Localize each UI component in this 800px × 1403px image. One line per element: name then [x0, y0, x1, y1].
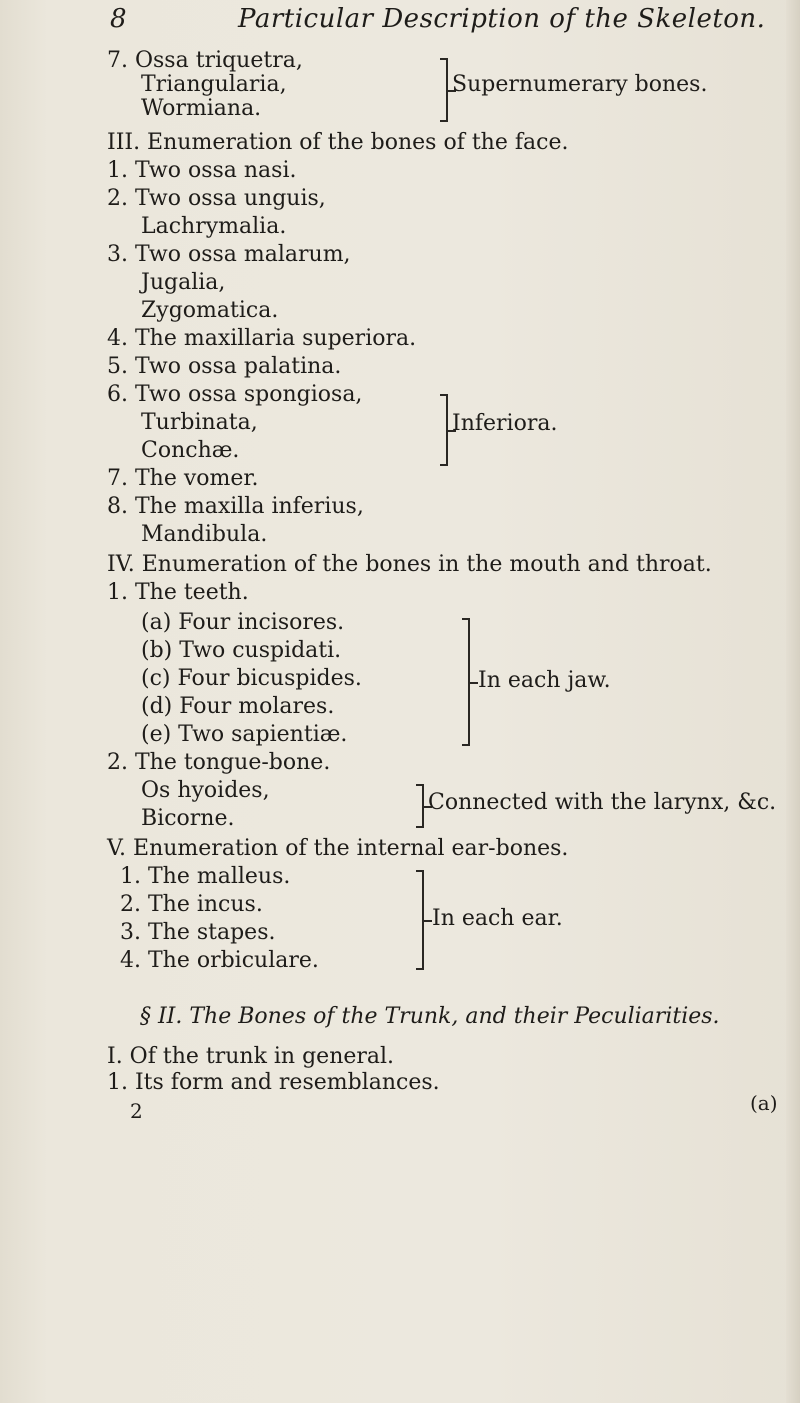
text-line: 7. The vomer.	[107, 466, 259, 491]
section-heading: V. Enumeration of the internal ear-bones.	[107, 836, 569, 861]
page-number: 8	[110, 4, 128, 34]
brace-label: Inferiora.	[452, 411, 558, 436]
section-heading: III. Enumeration of the bones of the face.	[107, 130, 569, 155]
brace	[440, 58, 448, 122]
text-line: 8. The maxilla inferius,	[107, 494, 364, 519]
text-line: Jugalia,	[141, 270, 226, 295]
text-line: 6. Two ossa spongiosa,	[107, 382, 363, 407]
text-line: Bicorne.	[141, 806, 235, 831]
catchword: (a)	[750, 1091, 778, 1115]
text-line: 1. Its form and resemblances.	[107, 1070, 440, 1095]
brace	[440, 394, 448, 466]
text-line: 7. Ossa triquetra,	[107, 48, 303, 73]
text-line: Triangularia,	[141, 72, 287, 97]
text-line: Lachrymalia.	[141, 214, 287, 239]
brace	[416, 784, 424, 828]
running-title: Particular Description of the Skeleton.	[238, 4, 766, 34]
brace-label: Supernumerary bones.	[452, 72, 708, 97]
text-line: 2. Two ossa unguis,	[107, 186, 326, 211]
text-line: 2. The incus.	[120, 892, 263, 917]
text-line: Zygomatica.	[141, 298, 279, 323]
text-line: Wormiana.	[141, 96, 262, 121]
text-line: 4. The maxillaria superiora.	[107, 326, 417, 351]
text-line: 5. Two ossa palatina.	[107, 354, 342, 379]
brace	[416, 870, 424, 970]
text-line: Turbinata,	[141, 410, 258, 435]
text-line: 2. The tongue-bone.	[107, 750, 331, 775]
brace-label: In each jaw.	[478, 668, 611, 693]
section-heading: IV. Enumeration of the bones in the mouth and throat.	[107, 552, 712, 577]
text-line: (c) Four bicuspides.	[141, 666, 362, 691]
text-line: (d) Four molares.	[141, 694, 335, 719]
brace-label: Connected with the larynx, &c.	[428, 790, 777, 815]
text-line: 3. Two ossa malarum,	[107, 242, 351, 267]
text-line: 4. The orbiculare.	[120, 948, 319, 973]
brace	[462, 618, 470, 746]
page-edge	[786, 0, 800, 1403]
signature-mark: 2	[130, 1099, 143, 1123]
text-line: I. Of the trunk in general.	[107, 1044, 395, 1069]
text-line: 1. The teeth.	[107, 580, 249, 605]
text-line: Mandibula.	[141, 522, 268, 547]
text-line: 3. The stapes.	[120, 920, 276, 945]
text-line: (e) Two sapientiæ.	[141, 722, 348, 747]
text-line: 1. Two ossa nasi.	[107, 158, 297, 183]
text-line: 1. The malleus.	[120, 864, 291, 889]
text-line: (a) Four incisores.	[141, 610, 345, 635]
text-line: Os hyoides,	[141, 778, 270, 803]
text-line: (b) Two cuspidati.	[141, 638, 342, 663]
brace-label: In each ear.	[432, 906, 563, 931]
section-title: § II. The Bones of the Trunk, and their Peculiarities.	[140, 1004, 720, 1029]
text-line: Conchæ.	[141, 438, 240, 463]
